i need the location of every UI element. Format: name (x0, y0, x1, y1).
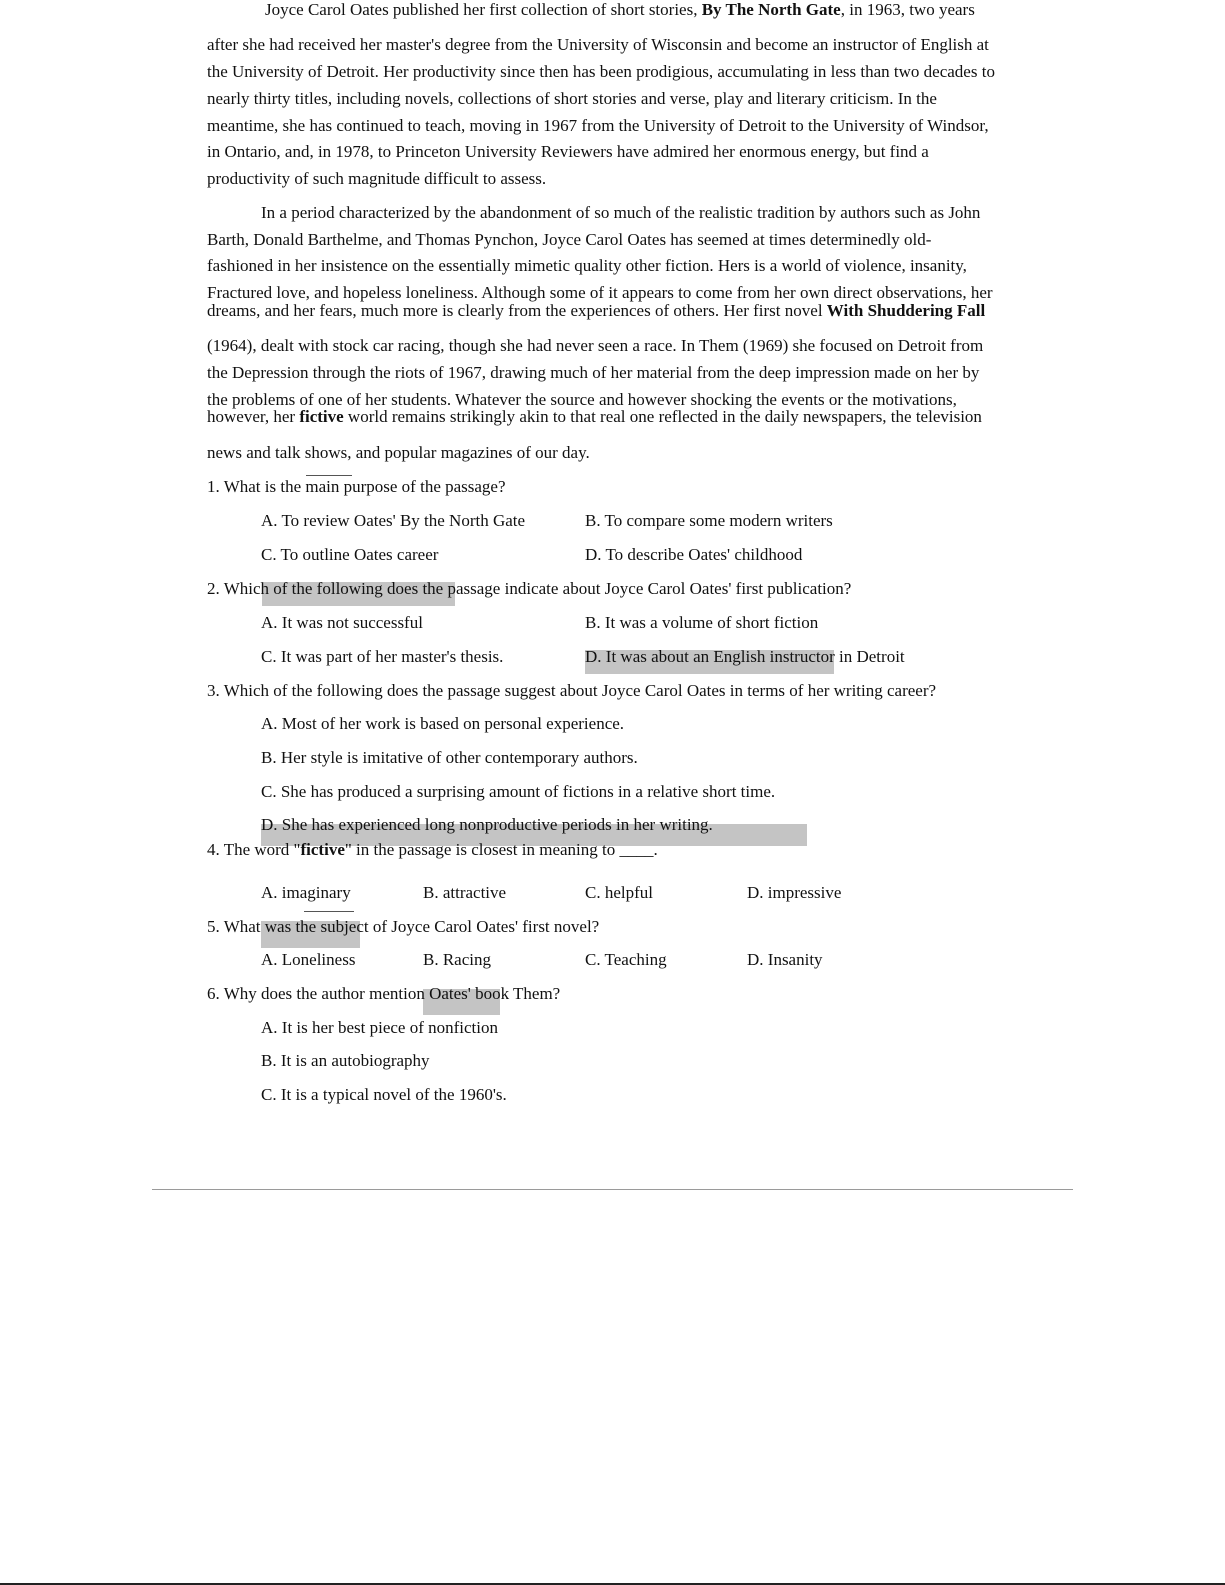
question-6-option-c[interactable]: C. It is a typical novel of the 1960's. (261, 1085, 507, 1104)
question-4-keyword: fictive (300, 840, 345, 859)
question-3-option-a[interactable]: A. Most of her work is based on personal experience. (261, 714, 625, 733)
question-2-stem: 2. Which of the following does the passage indicate about Joyce Carol Oates' first publication? (207, 579, 852, 598)
mark-above-main (306, 475, 352, 476)
question-4-option-c[interactable]: C. helpful (585, 883, 653, 902)
question-5-option-d[interactable]: D. Insanity (747, 950, 823, 969)
question-1-option-c[interactable]: C. To outline Oates career (261, 545, 439, 564)
question-5-option-c[interactable]: C. Teaching (585, 950, 667, 969)
book-title-with-shuddering-fall: With Shuddering Fall (826, 301, 986, 320)
passage-p2-line-8: the problems of one of her students. Whatever the source and however shocking the events or the motivations, (207, 390, 957, 409)
passage-p1-line-6: in Ontario, and, in 1978, to Princeton University Reviewers have admired her enormous energy, but find a (207, 142, 929, 161)
passage-p1-line-5: meantime, she has continued to teach, moving in 1967 from the University of Detroit to the University of Windsor, (207, 116, 989, 135)
passage-p1-line-7: productivity of such magnitude difficult to assess. (207, 169, 547, 188)
passage-p1-line-2: after she had received her master's degree from the University of Wisconsin and become an instructor of English at (207, 35, 989, 54)
question-3-option-c[interactable]: C. She has produced a surprising amount of fictions in a relative short time. (261, 782, 776, 801)
question-2-option-a[interactable]: A. It was not successful (261, 613, 423, 632)
question-1-option-d[interactable]: D. To describe Oates' childhood (585, 545, 803, 564)
passage-p2-line-9: however, her fictive world remains strikingly akin to that real one reflected in the daily newspapers, the television (207, 407, 982, 426)
question-1-stem: 1. What is the main purpose of the passage? (207, 477, 506, 496)
question-5-stem: 5. What was the subject of Joyce Carol Oates' first novel? (207, 917, 600, 936)
passage-p2-line-7: the Depression through the riots of 1967, drawing much of her material from the deep impression made on her by (207, 363, 980, 382)
passage-p2-line-6: (1964), dealt with stock car racing, though she had never seen a race. In Them (1969) she focused on Detroit from (207, 336, 984, 355)
question-2-option-d[interactable]: D. It was about an English instructor in Detroit (585, 647, 905, 666)
question-6-stem: 6. Why does the author mention Oates' book Them? (207, 984, 561, 1003)
question-1-option-b[interactable]: B. To compare some modern writers (585, 511, 833, 530)
question-1-option-a[interactable]: A. To review Oates' By the North Gate (261, 511, 526, 530)
question-4-stem: 4. The word "fictive" in the passage is closest in meaning to ____. (207, 840, 658, 859)
question-4-option-d[interactable]: D. impressive (747, 883, 842, 902)
question-3-option-d[interactable]: D. She has experienced long nonproductive periods in her writing. (261, 815, 713, 834)
question-6-option-a[interactable]: A. It is her best piece of nonfiction (261, 1018, 498, 1037)
question-5-option-b[interactable]: B. Racing (423, 950, 491, 969)
passage-p2-line-10: news and talk shows, and popular magazines of our day. (207, 443, 590, 462)
passage-p2-line-4: Fractured love, and hopeless loneliness. Although some of it appears to come from her own direct observations, her (207, 283, 993, 302)
question-3-stem: 3. Which of the following does the passage suggest about Joyce Carol Oates in terms of her writing career? (207, 681, 937, 700)
keyword-fictive: fictive (299, 407, 344, 426)
question-4-option-a[interactable]: A. imaginary (261, 883, 351, 902)
question-4-option-b[interactable]: B. attractive (423, 883, 507, 902)
passage-p2-line-3: fashioned in her insistence on the essentially mimetic quality other fiction. Hers is a world of violence, insanity, (207, 256, 967, 275)
passage-p2-line-5: dreams, and her fears, much more is clearly from the experiences of others. Her first novel With Shuddering Fall (207, 301, 986, 320)
passage-p2-line-2: Barth, Donald Barthelme, and Thomas Pynchon, Joyce Carol Oates has seemed at times determinedly old- (207, 230, 932, 249)
question-6-option-b[interactable]: B. It is an autobiography (261, 1051, 430, 1070)
passage-p1-line-3: the University of Detroit. Her productivity since then has been prodigious, accumulating in less than two decades to (207, 62, 995, 81)
page-divider (152, 1189, 1073, 1190)
passage-p1-line-4: nearly thirty titles, including novels, collections of short stories and verse, play and literary criticism. In the (207, 89, 937, 108)
question-2-option-b[interactable]: B. It was a volume of short fiction (585, 613, 819, 632)
question-3-option-b[interactable]: B. Her style is imitative of other contemporary authors. (261, 748, 638, 767)
mark-under-imaginary (304, 911, 354, 912)
question-2-option-c[interactable]: C. It was part of her master's thesis. (261, 647, 504, 666)
question-5-option-a[interactable]: A. Loneliness (261, 950, 356, 969)
passage-p1-line-1: Joyce Carol Oates published her first collection of short stories, By The North Gate, in 1963, two years (265, 0, 975, 19)
book-title-by-the-north-gate: By The North Gate (701, 0, 841, 19)
passage-p2-line-1: In a period characterized by the abandonment of so much of the realistic tradition by authors such as John (261, 203, 981, 222)
